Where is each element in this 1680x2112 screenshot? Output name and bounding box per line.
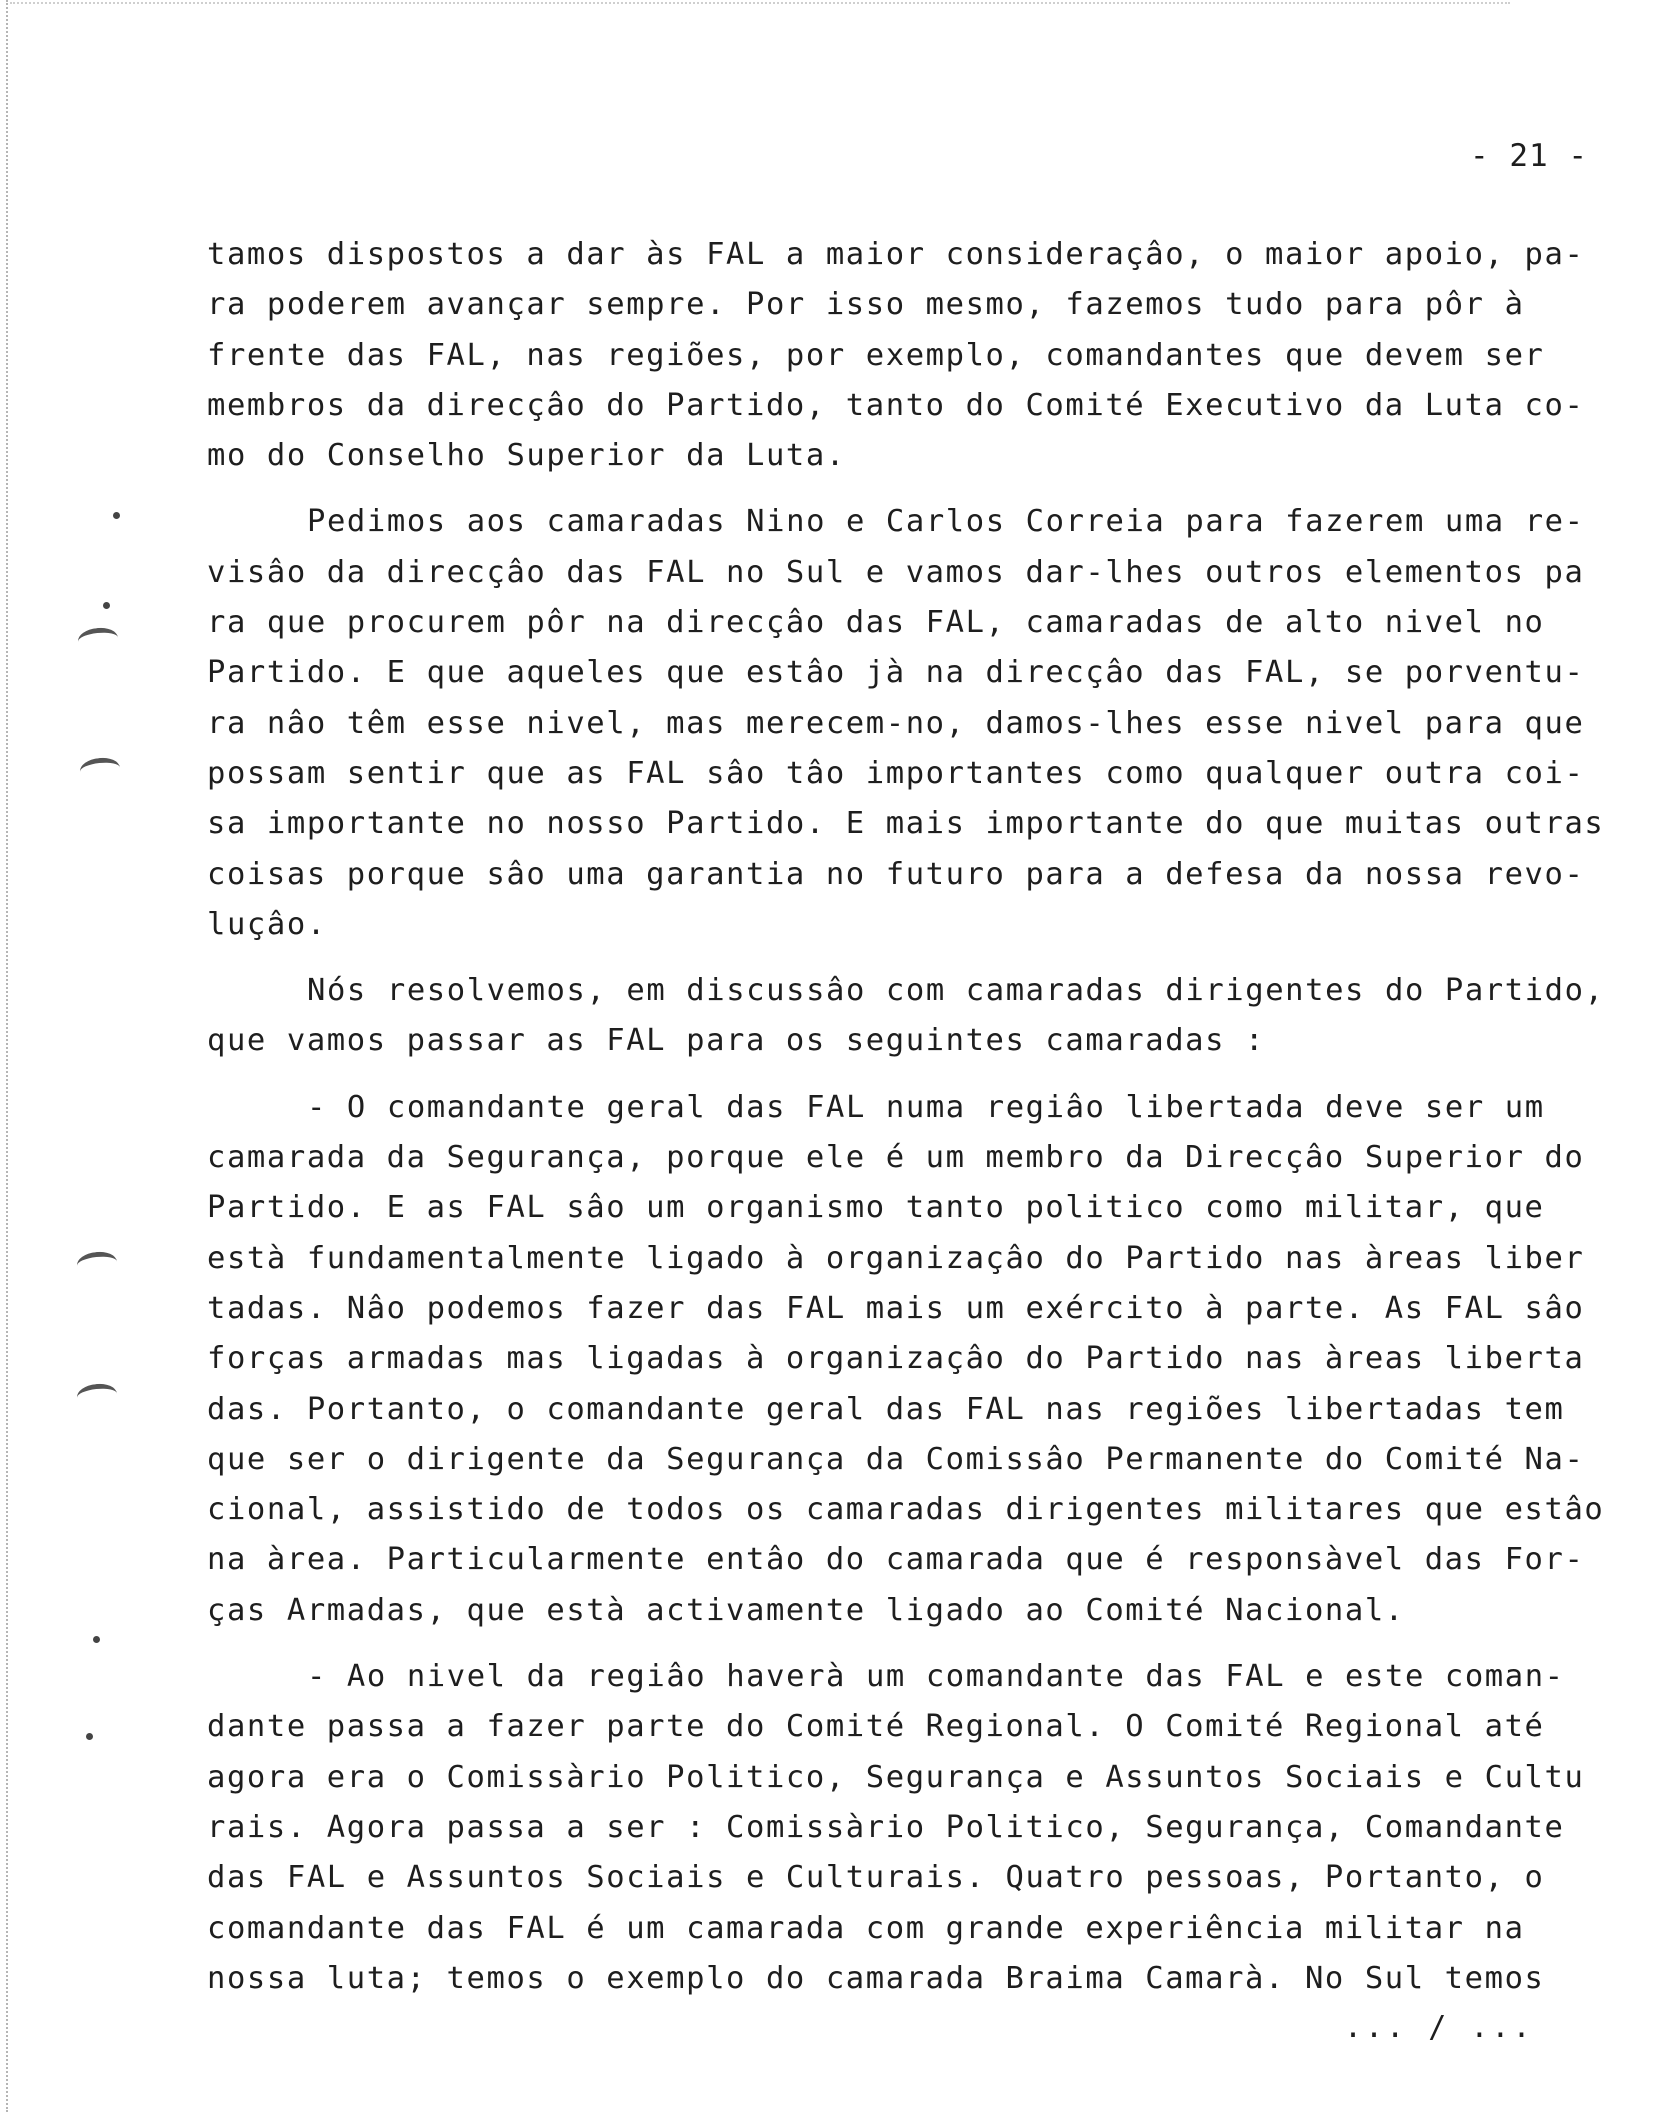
- text-line: - Ao nivel da regiâo haverà um comandante das FAL e este coman-: [307, 1659, 1565, 1695]
- text-line: coisas porque sâo uma garantia no futuro para a defesa da nossa revo-: [207, 856, 1585, 892]
- margin-dot: [113, 512, 120, 519]
- text-line: membros da direcçâo do Partido, tanto do Comité Executivo da Luta co-: [207, 387, 1585, 423]
- text-line: està fundamentalmente ligado à organizaçâo do Partido nas àreas liber: [207, 1240, 1585, 1276]
- punch-hole-mark: [76, 1250, 118, 1277]
- text-line: que ser o dirigente da Segurança da Comissâo Permanente do Comité Na-: [207, 1441, 1585, 1477]
- punch-hole-mark: [79, 756, 121, 783]
- binding-edge: [6, 0, 10, 2112]
- text-line: ra nâo têm esse nivel, mas merecem-no, damos-lhes esse nivel para que: [207, 705, 1585, 741]
- paragraph: [207, 230, 1627, 481]
- text-line: ra poderem avançar sempre. Por isso mesmo, fazemos tudo para pôr à: [207, 287, 1525, 323]
- text-line: que vamos passar as FAL para os seguintes camaradas :: [207, 1023, 1266, 1059]
- text-line: na àrea. Particularmente entâo do camarada que é responsàvel das For-: [207, 1542, 1585, 1578]
- text-line: visâo da direcçâo das FAL no Sul e vamos dar-lhes outros elementos pa: [207, 554, 1585, 590]
- text-line: camarada da Segurança, porque ele é um membro da Direcçâo Superior do: [207, 1140, 1585, 1176]
- paragraph: [207, 966, 1627, 1067]
- text-line: ra que procurem pôr na direcçâo das FAL, camaradas de alto nivel no: [207, 605, 1545, 641]
- paragraph: [207, 497, 1627, 950]
- text-line: tamos dispostos a dar às FAL a maior consideraçâo, o maior apoio, pa-: [207, 237, 1585, 272]
- text-line: dante passa a fazer parte do Comité Regional. O Comité Regional até: [207, 1709, 1545, 1745]
- text-line: possam sentir que as FAL sâo tâo importantes como qualquer outra coi-: [207, 755, 1585, 791]
- text-line: Partido. E que aqueles que estâo jà na direcçâo das FAL, se porventu-: [207, 655, 1585, 691]
- text-line: das. Portanto, o comandante geral das FAL nas regiões libertadas tem: [207, 1391, 1565, 1427]
- text-line: luçâo.: [207, 906, 327, 942]
- text-line: Pedimos aos camaradas Nino e Carlos Correia para fazerem uma re-: [307, 504, 1585, 540]
- text-line: frente das FAL, nas regiões, por exemplo, comandantes que devem ser: [207, 337, 1545, 373]
- page-number: - 21 -: [1470, 138, 1588, 174]
- punch-hole-mark: [76, 1382, 118, 1409]
- text-line: mo do Conselho Superior da Luta.: [207, 438, 846, 474]
- text-line: Partido. E as FAL sâo um organismo tanto politico como militar, que: [207, 1190, 1545, 1226]
- punch-hole-mark: [77, 626, 119, 653]
- text-line: tadas. Nâo podemos fazer das FAL mais um exército à parte. As FAL sâo: [207, 1290, 1585, 1326]
- text-line: sa importante no nosso Partido. E mais importante do que muitas outras: [207, 806, 1605, 842]
- text-line: nossa luta; temos o exemplo do camarada Braima Camarà. No Sul temos: [207, 1960, 1545, 1996]
- text-line: - O comandante geral das FAL numa regiâo libertada deve ser um: [307, 1089, 1545, 1125]
- continuation-marker: ... / ...: [1344, 2010, 1534, 2045]
- text-line: das FAL e Assuntos Sociais e Culturais. Quatro pessoas, Portanto, o: [207, 1860, 1545, 1896]
- text-line: forças armadas mas ligadas à organizaçâo do Partido nas àreas liberta: [207, 1341, 1585, 1377]
- margin-dot: [93, 1636, 100, 1643]
- margin-dot: [103, 602, 110, 609]
- text-line: rais. Agora passa a ser : Comissàrio Politico, Segurança, Comandante: [207, 1809, 1565, 1845]
- margin-dot: [86, 1733, 93, 1740]
- text-line: cional, assistido de todos os camaradas dirigentes militares que estâo: [207, 1492, 1605, 1528]
- text-line: comandante das FAL é um camarada com grande experiência militar na: [207, 1910, 1525, 1946]
- text-line: Nós resolvemos, em discussâo com camaradas dirigentes do Partido,: [307, 973, 1605, 1009]
- page-top-edge: [10, 2, 1510, 6]
- text-line: agora era o Comissàrio Politico, Segurança e Assuntos Sociais e Cultu: [207, 1759, 1585, 1795]
- paragraph: [207, 1083, 1627, 1636]
- text-line: ças Armadas, que està activamente ligado ao Comité Nacional.: [207, 1592, 1405, 1628]
- paragraph: [207, 1652, 1627, 2004]
- body-text: [207, 230, 1627, 2004]
